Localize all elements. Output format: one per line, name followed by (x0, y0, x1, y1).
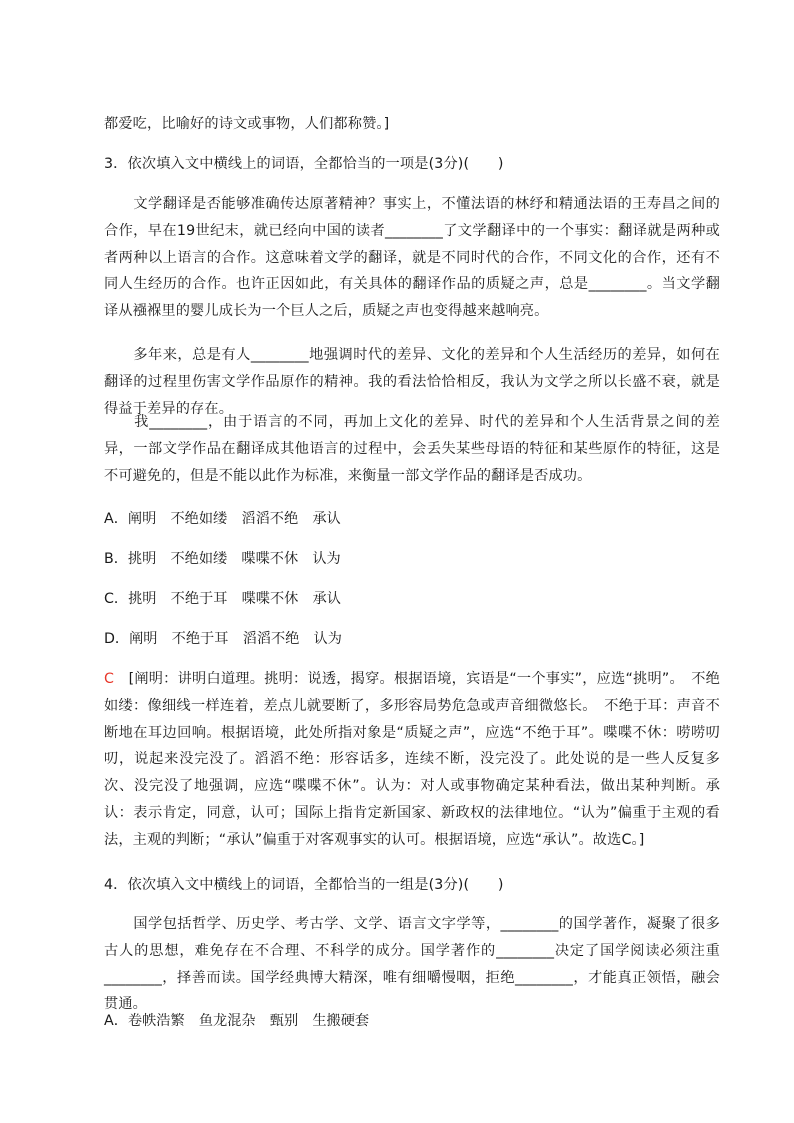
question-4-option-a: A．卷帙浩繁 鱼龙混杂 甄别 生搬硬套 (104, 1013, 370, 1029)
question-3-option-a: A．阐明 不绝如缕 滔滔不绝 承认 (104, 511, 341, 527)
question-4-stem: 4．依次填入文中横线上的词语，全都恰当的一组是(3分)( ) (104, 877, 504, 893)
question-3-answer-explanation (104, 666, 720, 854)
question-3-passage-paragraph-3: 我________，由于语言的不同，再加上文化的差异、时代的差异和个人生活背景之间的差异，一部文学作品在翻译成其他语言的过程中，会丢失某些母语的特征和某些原作的特征，这是不可避免的，但是不能以此作为标准，来衡量一部文学作品的翻译是否成功。 (104, 414, 720, 484)
answer-explanation-text: [阐明：讲明白道理。挑明：说透，揭穿。根据语境，宾语是“一个事实”，应选“挑明”。 不绝如缕：像细线一样连着，差点儿就要断了，多形容局势危急或声音细微悠长。 不绝于耳：声音不断地在耳边回响。根据语境，此处所指对象是“质疑之声”，应选“不绝于耳”。喋喋不休：唠唠叨叨，说起来没完没了。滔滔不绝：形容话多，连续不断，没完没了。此处说的是一些人反复多次、没完没了地强调，应选“喋喋不休”。认为：对人或事物确定某种看法，做出某种判断。承认：表示肯定，同意，认可；国际上指肯定新国家、新政权的法律地位。“认为”偏重于主观的看法，主观的判断；“承认”偏重于对客观事实的认可。根据语境，应选“承认”。故选C。] (104, 671, 720, 848)
question-4-passage: 国学包括哲学、历史学、考古学、文学、语言文字学等，________的国学著作，凝聚了很多古人的思想，难免存在不合理、不科学的成分。国学著作的________决定了国学阅读必须注重________，择善而读。国学经典博大精深，唯有细嚼慢咽，拒绝________，才能真正领悟，融会贯通。 (104, 916, 720, 1013)
question-3-passage-paragraph-2: 多年来，总是有人________地强调时代的差异、文化的差异和个人生活经历的差异，如何在翻译的过程里伤害文学作品原作的精神。我的看法恰恰相反，我认为文学之所以长盛不衰，就是得益于差异的存在。 (104, 347, 720, 417)
question-3-passage-paragraph-1: 文学翻译是否能够准确传达原著精神？事实上，不懂法语的林纾和精通法语的王寿昌之间的合作，早在19世纪末，就已经向中国的读者________了文学翻译中的一个事实：翻译就是两种或者两种以上语言的合作。这意味着文学的翻译，就是不同时代的合作，不同文化的合作，还有不同人生经历的合作。也许正因如此，有关具体的翻译作品的质疑之声，总是________。当文学翻译从襁褓里的婴儿成长为一个巨人之后，质疑之声也变得越来越响亮。 (104, 196, 720, 320)
answer-letter: C (104, 671, 115, 687)
answer-tail-text: 都爱吃，比喻好的诗文或事物，人们都称赞。] (104, 116, 390, 132)
question-3-option-d: D．阐明 不绝于耳 滔滔不绝 认为 (104, 631, 342, 647)
question-3-option-b: B．挑明 不绝如缕 喋喋不休 认为 (104, 551, 341, 567)
question-3-stem: 3．依次填入文中横线上的词语，全都恰当的一项是(3分)( ) (104, 156, 504, 172)
question-3-option-c: C．挑明 不绝于耳 喋喋不休 承认 (104, 591, 341, 607)
